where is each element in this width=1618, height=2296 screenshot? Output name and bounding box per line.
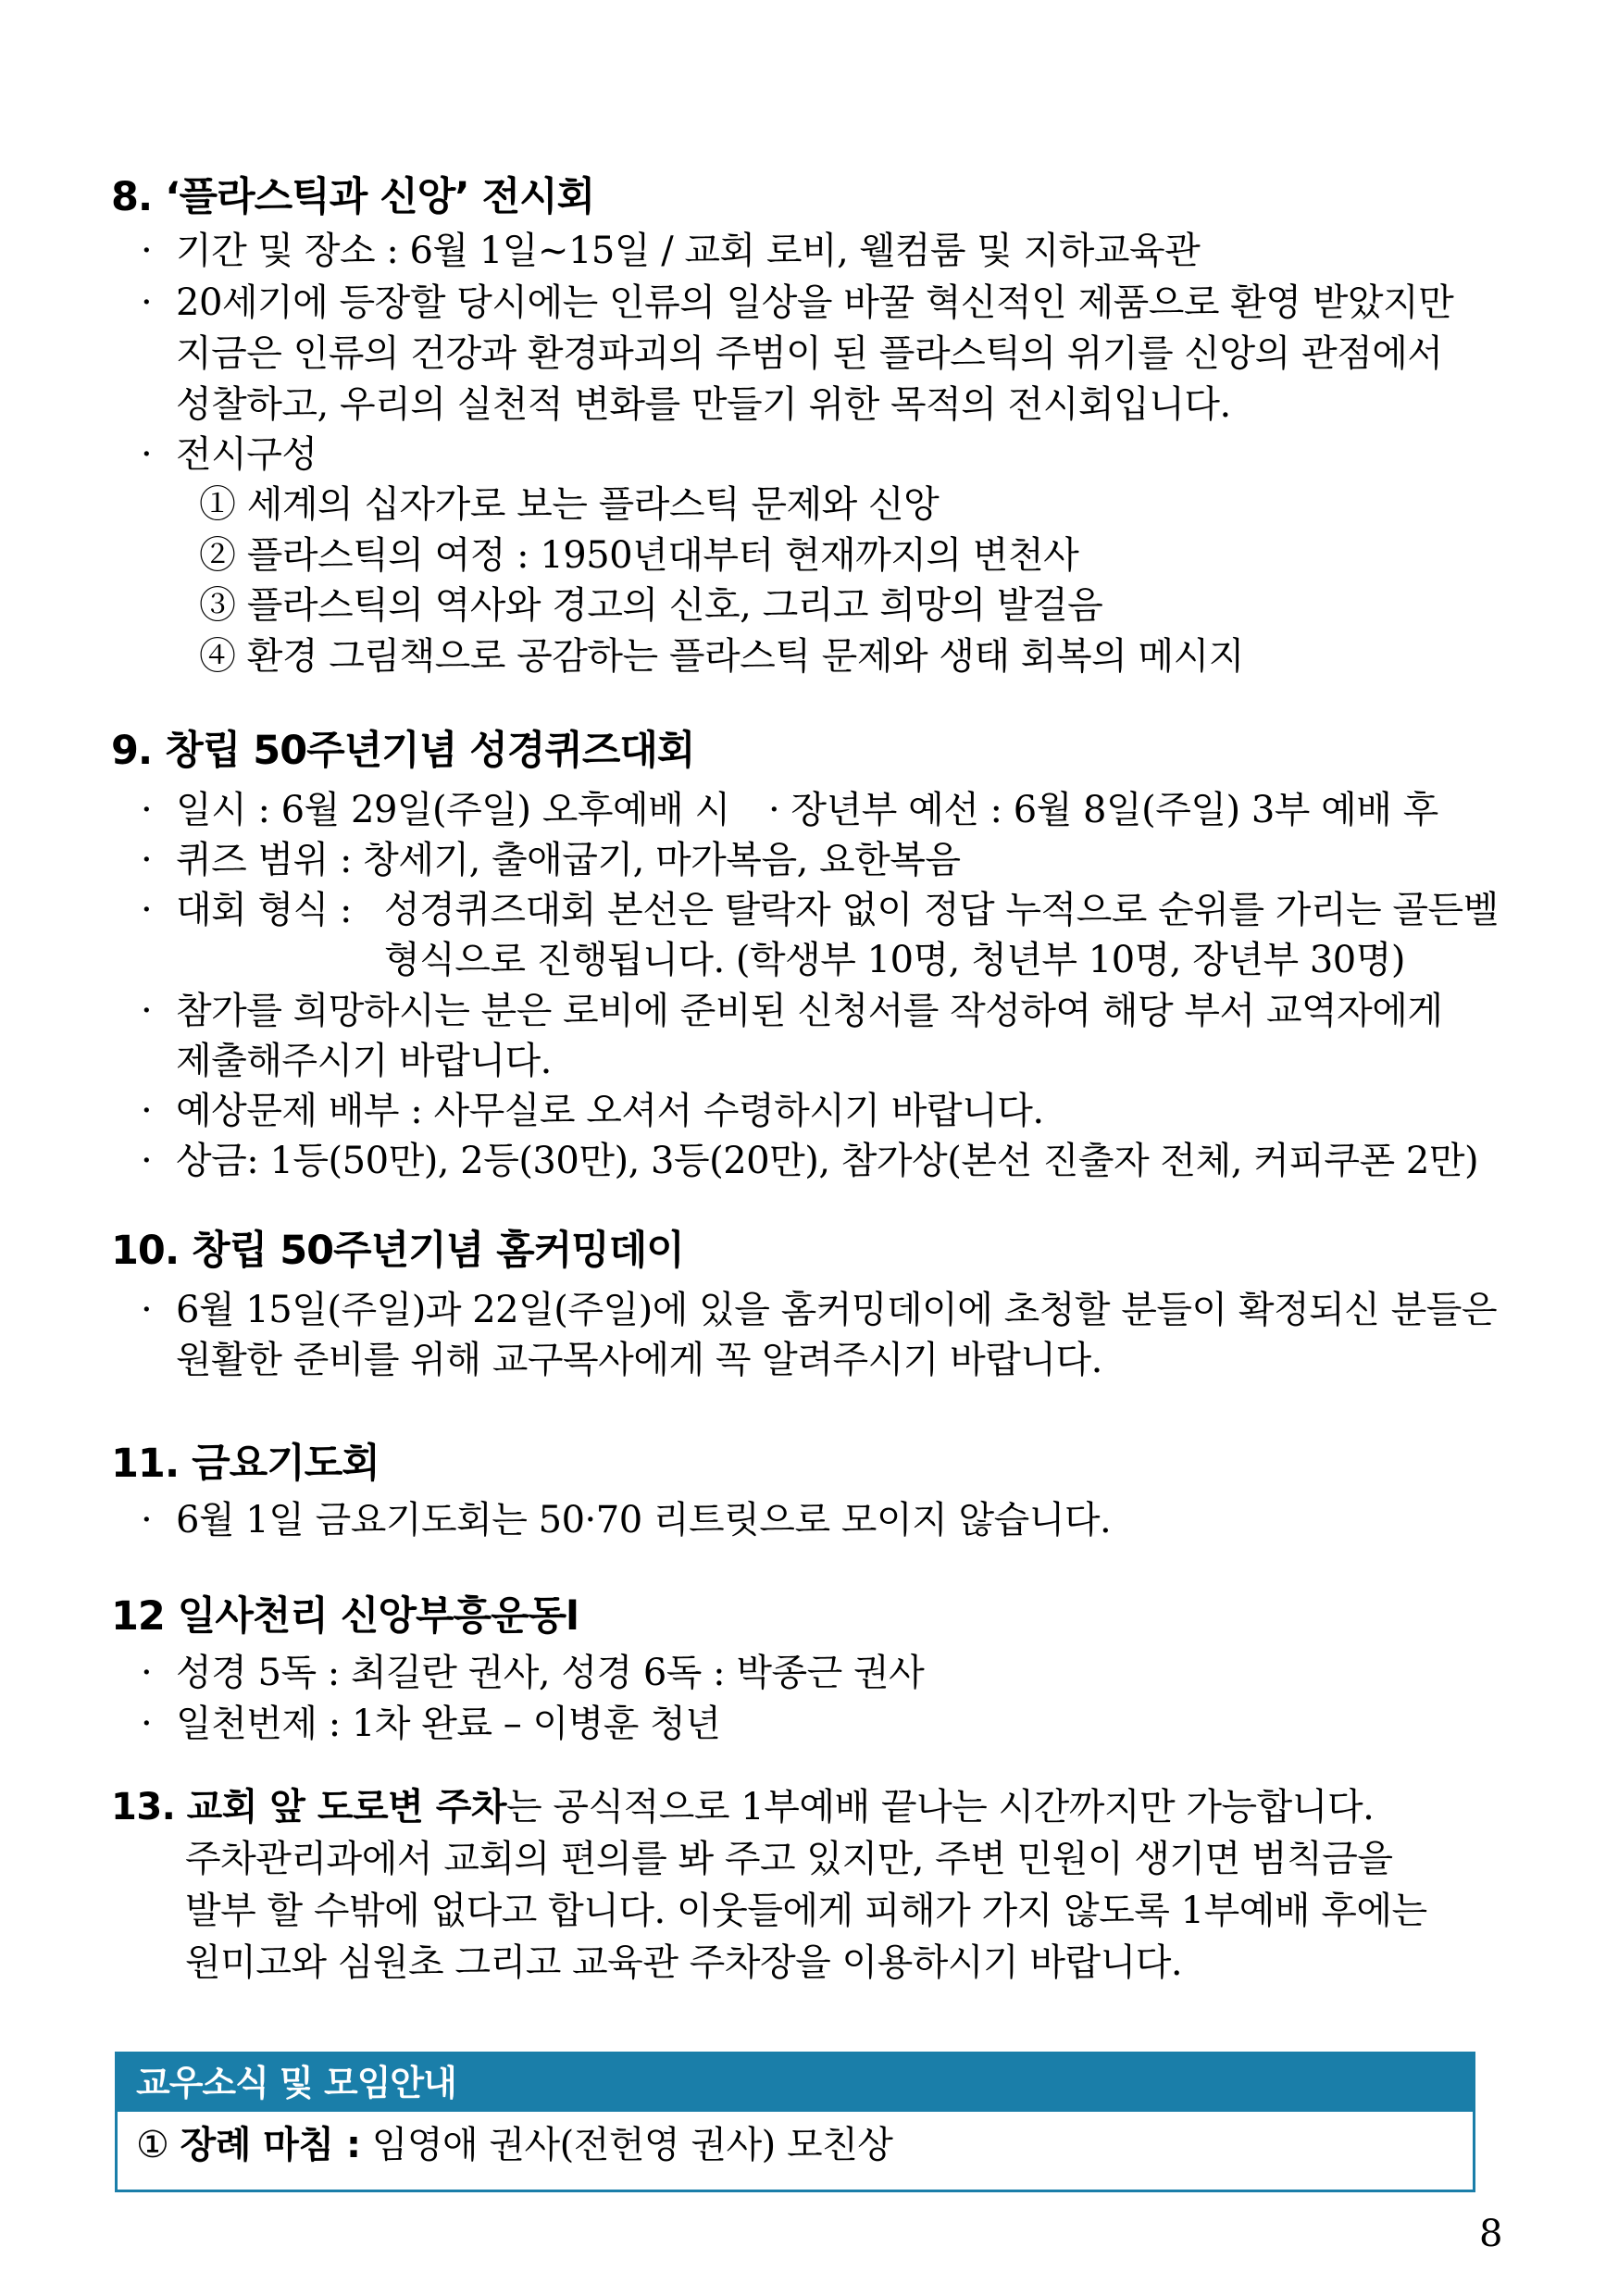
parking-line: 발부 할 수밖에 없다고 합니다. 이웃들에게 피해가 가지 않도록 1부예배 후에는: [185, 1890, 1427, 1932]
section-11-heading: 11. 금요기도회: [111, 1441, 380, 1487]
quiz-questions: 예상문제 배부 : 사무실로 오셔서 수령하시기 바랍니다.: [176, 1090, 1044, 1132]
news-item-label: 장례 마침 :: [180, 2124, 361, 2166]
section-10-heading: 10. 창립 50주년기념 홈커밍데이: [111, 1228, 684, 1274]
section-13-number: 13.: [111, 1786, 176, 1828]
bullet: ·: [141, 1652, 153, 1694]
bullet: ·: [141, 281, 153, 324]
church-news-title: 교우소식 및 모임안내: [118, 2054, 1473, 2112]
bullet: ·: [141, 889, 153, 931]
quiz-scope: 퀴즈 범위 : 창세기, 출애굽기, 마가복음, 요한복음: [176, 839, 961, 881]
bullet: ·: [141, 1289, 153, 1331]
section-8-heading: 8. ‘플라스틱과 신앙’ 전시회: [111, 174, 595, 220]
exhibit-composition-label: 전시구성: [176, 433, 317, 476]
bible-reading-line: 성경 5독 : 최길란 권사, 성경 6독 : 박종근 권사: [176, 1652, 925, 1694]
exhibit-purpose-line: 20세기에 등장할 당시에는 인류의 일상을 바꿀 혁신적인 제품으로 환영 받았지만: [176, 281, 1454, 324]
homecoming-line: 6월 15일(주일)과 22일(주일)에 있을 홈커밍데이에 초청할 분들이 확정되신 분들은: [176, 1289, 1498, 1331]
quiz-apply-line: 참가를 희망하시는 분은 로비에 준비된 신청서를 작성하여 해당 부서 교역자에게: [176, 990, 1443, 1032]
quiz-format-label: 대회 형식 :: [176, 889, 352, 931]
bullet: ·: [141, 230, 153, 272]
quiz-prelim: · 장년부 예선 : 6월 8일(주일) 3부 예배 후: [768, 789, 1438, 831]
bullet: ·: [141, 990, 153, 1032]
quiz-prizes: 상금: 1등(50만), 2등(30만), 3등(20만), 참가상(본선 진출자 전체, 커피쿠폰 2만): [176, 1140, 1479, 1182]
composition-item: ③ 플라스틱의 역사와 경고의 신호, 그리고 희망의 발걸음: [199, 584, 1103, 627]
exhibit-period: 기간 및 장소 : 6월 1일~15일 / 교회 로비, 웰컴룸 및 지하교육관: [176, 230, 1201, 272]
bullet: ·: [141, 789, 153, 831]
news-item-text: 임영애 권사(전헌영 권사) 모친상: [371, 2124, 893, 2166]
section-13-bold-lead: 교회 앞 도로변 주차: [186, 1786, 506, 1828]
composition-item: ① 세계의 십자가로 보는 플라스틱 문제와 신앙: [199, 483, 940, 526]
quiz-apply-line: 제출해주시기 바랍니다.: [176, 1040, 552, 1082]
news-item-number: ①: [136, 2124, 169, 2166]
section-13-first-rest: 는 공식적으로 1부예배 끝나는 시간까지만 가능합니다.: [505, 1786, 1375, 1828]
offering-line: 일천번제 : 1차 완료 – 이병훈 청년: [176, 1703, 721, 1745]
bullet: ·: [141, 1090, 153, 1132]
exhibit-purpose-line: 지금은 인류의 건강과 환경파괴의 주범이 된 플라스틱의 위기를 신앙의 관점에서: [176, 332, 1443, 375]
church-news-box: [115, 2052, 1475, 2192]
bullet: ·: [141, 1703, 153, 1745]
bullet: ·: [141, 433, 153, 476]
exhibit-purpose-line: 성찰하고, 우리의 실천적 변화를 만들기 위한 목적의 전시회입니다.: [176, 383, 1231, 426]
homecoming-line: 원활한 준비를 위해 교구목사에게 꼭 알려주시기 바랍니다.: [176, 1339, 1102, 1381]
section-9-heading: 9. 창립 50주년기념 성경퀴즈대회: [111, 728, 695, 774]
bullet: ·: [141, 839, 153, 881]
bullet: ·: [141, 1140, 153, 1182]
church-news-item: [136, 2119, 892, 2171]
composition-item: ④ 환경 그림책으로 공감하는 플라스틱 문제와 생태 회복의 메시지: [199, 635, 1244, 678]
quiz-date: 일시 : 6월 29일(주일) 오후예배 시: [176, 789, 730, 831]
friday-prayer-line: 6월 1일 금요기도회는 50·70 리트릿으로 모이지 않습니다.: [176, 1499, 1112, 1541]
page-number: 8: [1479, 2213, 1503, 2255]
section-12-heading: 12 일사천리 신앙부흥운동l: [111, 1593, 579, 1640]
composition-item: ② 플라스틱의 여정 : 1950년대부터 현재까지의 변천사: [199, 534, 1079, 577]
parking-line: 원미고와 심원초 그리고 교육관 주차장을 이용하시기 바랍니다.: [185, 1941, 1183, 1984]
quiz-format-line: 성경퀴즈대회 본선은 탈락자 없이 정답 누적으로 순위를 가리는 골든벨: [384, 889, 1499, 931]
parking-line: 주차관리과에서 교회의 편의를 봐 주고 있지만, 주변 민원이 생기면 범칙금을: [185, 1838, 1393, 1880]
section-13-first-line: [111, 1783, 1374, 1831]
quiz-format-line: 형식으로 진행됩니다. (학생부 10명, 청년부 10명, 장년부 30명): [384, 939, 1405, 981]
bullet: ·: [141, 1499, 153, 1541]
